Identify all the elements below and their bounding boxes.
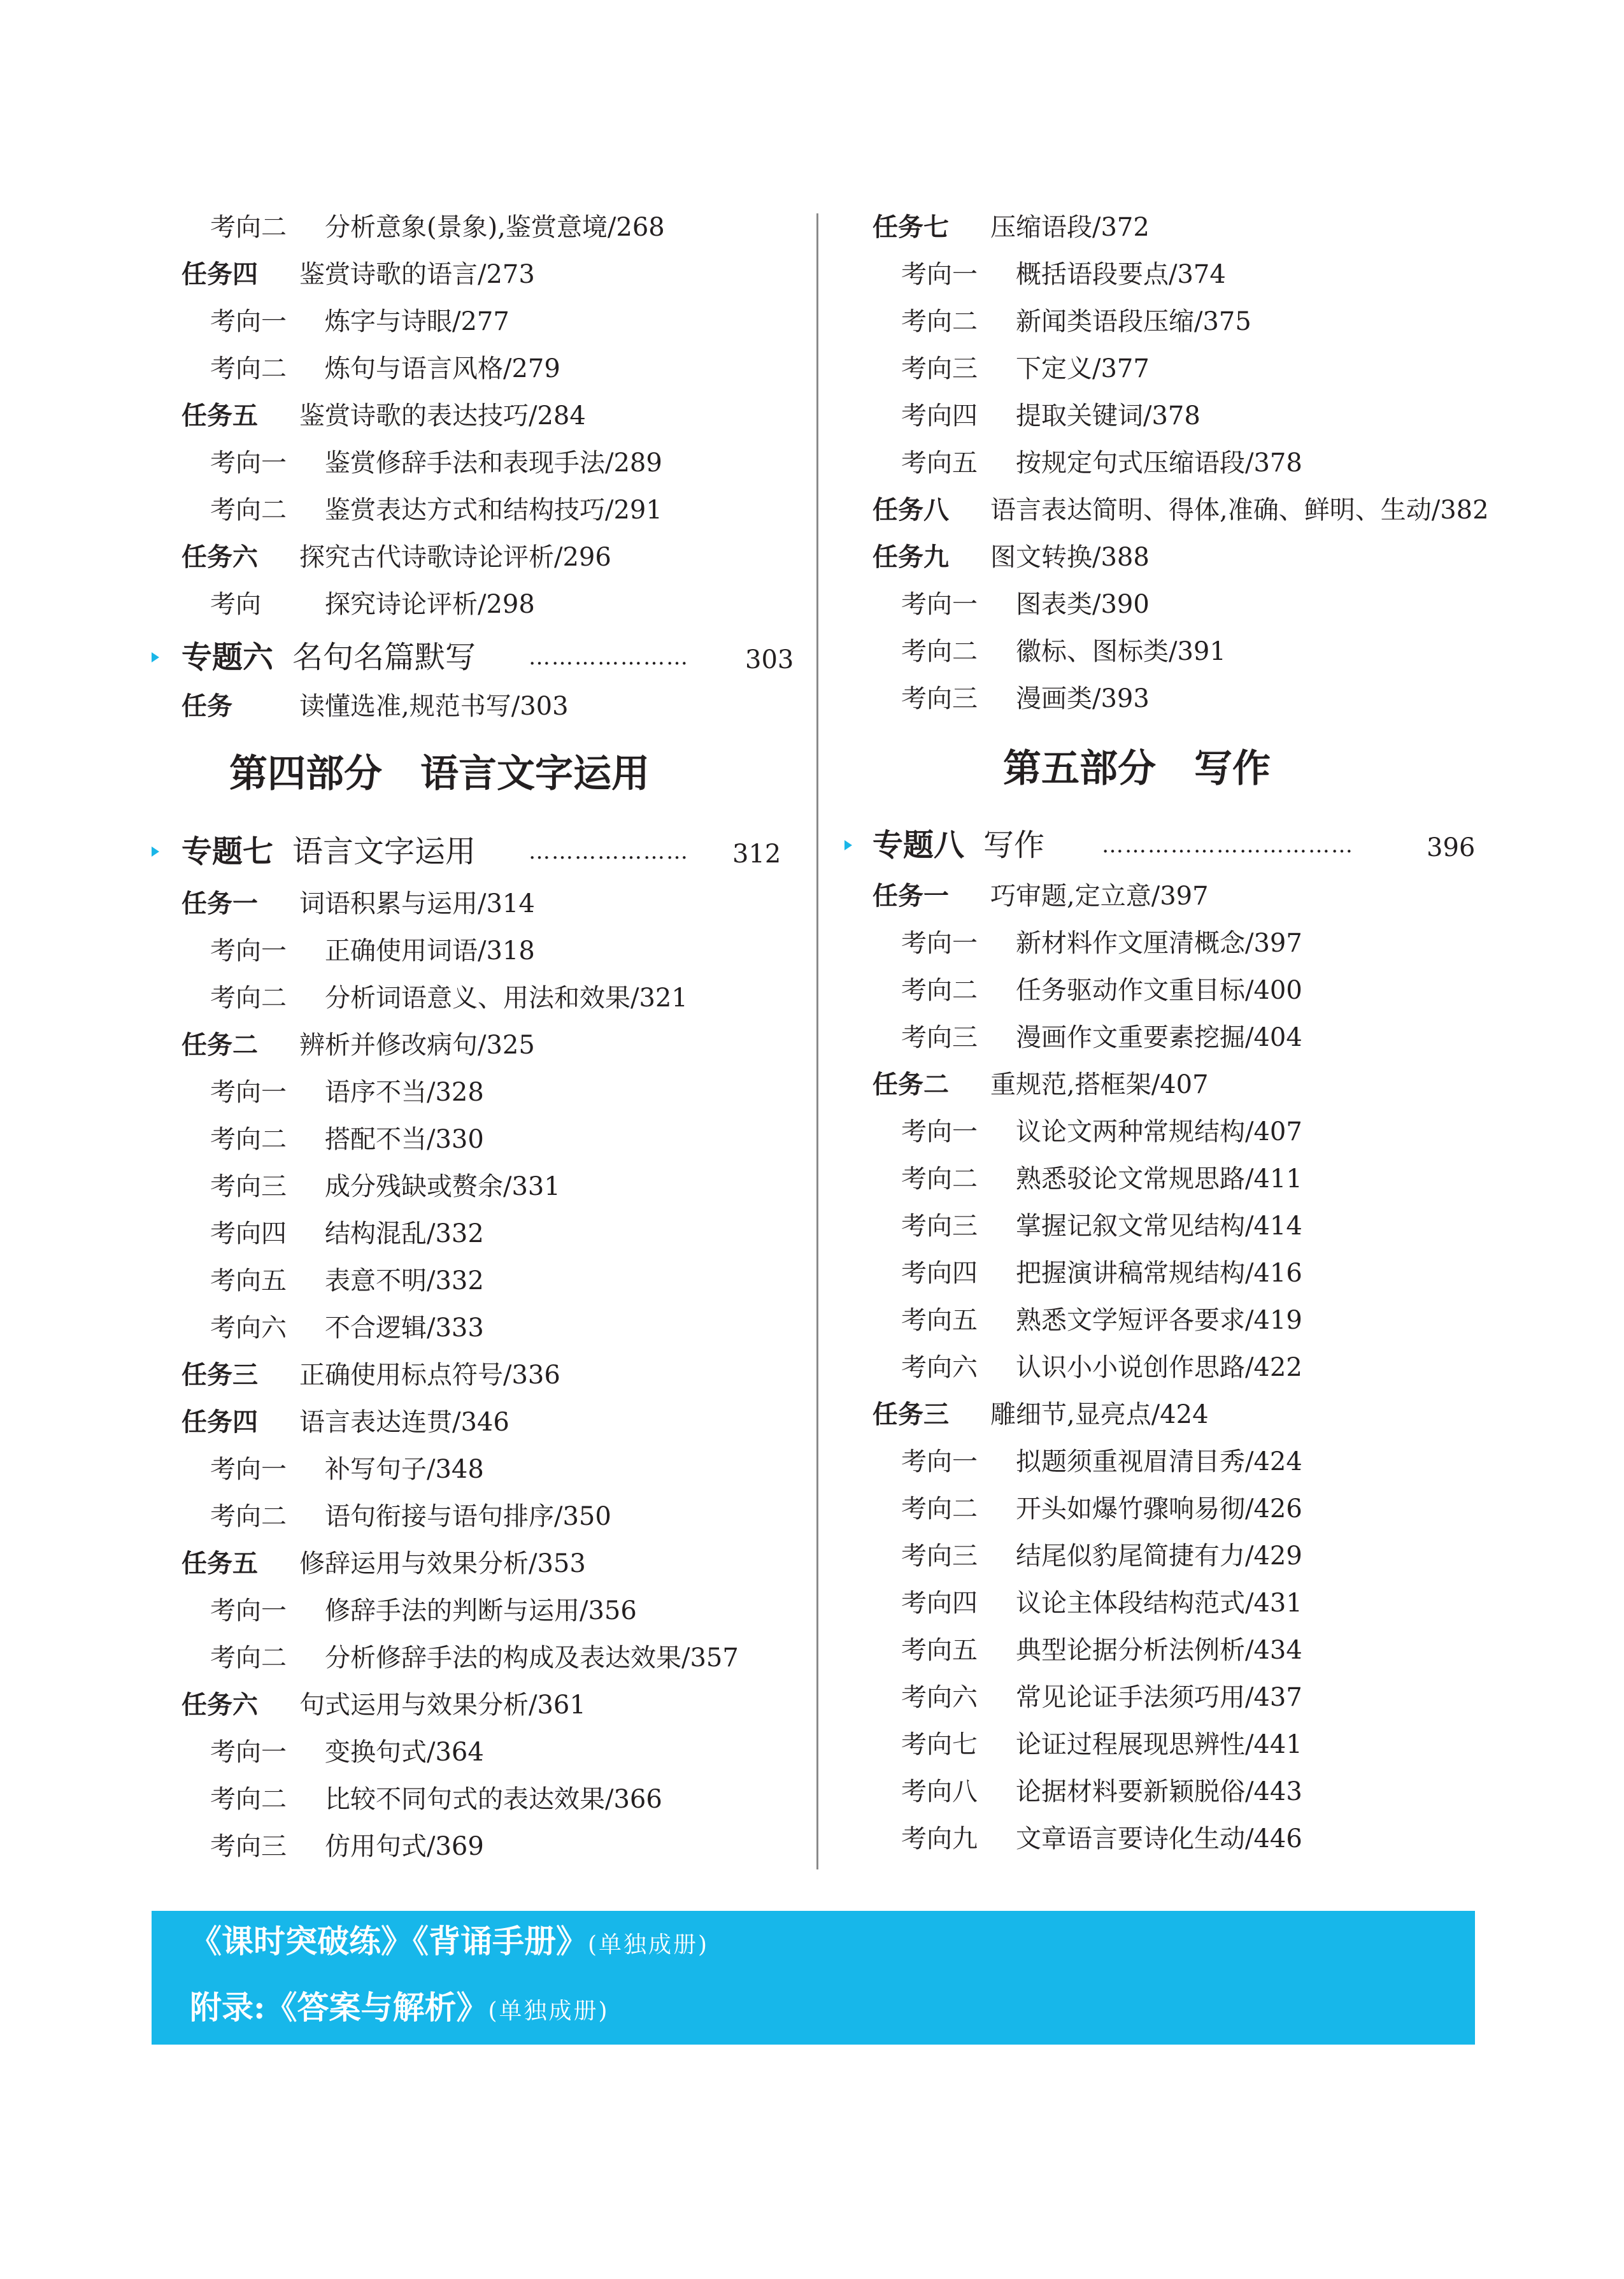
toc-task-entry: [182, 880, 535, 927]
entry-title: 论证过程展现思辨性/441: [1016, 1730, 1302, 1759]
entry-title: 修辞运用与效果分析/353: [299, 1549, 586, 1578]
toc-task-entry: [182, 1399, 509, 1446]
toc-direction-entry: [901, 1627, 1302, 1674]
toc-direction-entry: [210, 487, 662, 534]
toc-topic-entry: [182, 828, 809, 875]
footer-appendix-title: 附录:《答案与解析》: [190, 1989, 488, 2026]
entry-title: 下定义/377: [1016, 354, 1150, 383]
task-label: 任务一: [182, 889, 258, 918]
direction-label: 考向二: [210, 213, 287, 242]
direction-label: 考向二: [901, 1494, 978, 1524]
entry-title: 变换句式/364: [325, 1738, 484, 1767]
toc-task-entry: [182, 1352, 560, 1399]
direction-label: 考向一: [210, 1596, 287, 1625]
topic-marker-icon: [152, 652, 159, 662]
direction-label: 考向: [210, 590, 261, 619]
toc-direction-entry: [901, 1014, 1302, 1061]
direction-label: 考向三: [901, 684, 978, 713]
direction-label: 考向一: [901, 260, 978, 289]
entry-title: 漫画作文重要素挖掘/404: [1016, 1023, 1302, 1052]
task-label: 任务二: [182, 1031, 258, 1060]
entry-title: 典型论据分析法例析/434: [1016, 1636, 1302, 1665]
footer-appendix-note: (单独成册): [488, 1998, 609, 2024]
direction-label: 考向一: [901, 929, 978, 958]
toc-task-entry: [182, 1022, 535, 1069]
toc-direction-entry: [901, 345, 1150, 392]
entry-title: 提取关键词/378: [1016, 401, 1200, 431]
toc-direction-entry: [210, 1116, 484, 1163]
entry-title: 分析词语意义、用法和效果/321: [325, 983, 688, 1013]
entry-title: 结尾似豹尾简捷有力/429: [1016, 1541, 1302, 1571]
topic-title: 语言文字运用: [292, 834, 476, 869]
entry-title: 鉴赏表达方式和结构技巧/291: [325, 496, 662, 525]
entry-title: 补写句子/348: [325, 1455, 484, 1484]
direction-label: 考向六: [901, 1353, 978, 1382]
entry-title: 文章语言要诗化生动/446: [1016, 1824, 1302, 1854]
entry-title: 掌握记叙文常见结构/414: [1016, 1211, 1302, 1241]
direction-label: 考向八: [901, 1777, 978, 1806]
task-label: 任务二: [873, 1070, 949, 1099]
topic-marker-icon: [844, 840, 852, 850]
entry-title: 议论文两种常规结构/407: [1016, 1117, 1302, 1147]
toc-direction-entry: [210, 1163, 560, 1210]
task-label: 任务九: [873, 543, 949, 572]
direction-label: 考向一: [210, 1455, 287, 1484]
entry-title: 辨析并修改病句/325: [299, 1031, 535, 1060]
entry-title: 表意不明/332: [325, 1266, 484, 1296]
leader-dots: …………………: [529, 839, 689, 864]
footer-line-1: [190, 1916, 709, 1962]
entry-title: 炼字与诗眼/277: [325, 307, 509, 336]
task-label: 任务四: [182, 1408, 258, 1437]
entry-title: 探究古代诗歌诗论评析/296: [299, 543, 611, 572]
entry-title: 按规定句式压缩语段/378: [1016, 448, 1302, 478]
toc-direction-entry: [210, 204, 665, 251]
toc-direction-entry: [901, 628, 1226, 675]
entry-title: 读懂选准,规范书写/303: [299, 692, 569, 721]
toc-direction-entry: [901, 1297, 1302, 1344]
topic-label: 专题七: [182, 834, 274, 869]
entry-title: 修辞手法的判断与运用/356: [325, 1596, 637, 1625]
topic-page-number: 312: [732, 839, 781, 869]
direction-label: 考向五: [901, 1306, 978, 1335]
entry-title: 认识小小说创作思路/422: [1016, 1353, 1302, 1382]
toc-task-entry: [182, 534, 611, 581]
direction-label: 考向二: [901, 307, 978, 336]
entry-title: 雕细节,显亮点/424: [990, 1400, 1209, 1429]
entry-title: 鉴赏诗歌的表达技巧/284: [299, 401, 586, 431]
entry-title: 成分残缺或赘余/331: [325, 1172, 560, 1201]
entry-title: 不合逻辑/333: [325, 1313, 484, 1343]
entry-title: 探究诗论评析/298: [325, 590, 535, 619]
toc-direction-entry: [901, 1203, 1302, 1250]
task-label: 任务一: [873, 882, 949, 911]
task-label: 任务六: [182, 1690, 258, 1720]
entry-title: 仿用句式/369: [325, 1832, 484, 1861]
toc-direction-entry: [901, 1721, 1302, 1768]
toc-direction-entry: [901, 439, 1302, 487]
toc-direction-entry: [210, 1446, 484, 1493]
direction-label: 考向一: [210, 448, 287, 478]
toc-direction-entry: [210, 1257, 484, 1304]
toc-task-entry: [873, 1061, 1209, 1108]
direction-label: 考向四: [210, 1219, 287, 1248]
direction-label: 考向五: [901, 1636, 978, 1665]
toc-topic-entry: [873, 822, 1503, 869]
direction-label: 考向二: [210, 1643, 287, 1673]
toc-direction-entry: [901, 1580, 1302, 1627]
toc-direction-entry: [210, 1587, 637, 1634]
toc-direction-entry: [210, 345, 560, 392]
toc-task-entry: [182, 1682, 586, 1729]
direction-label: 考向三: [901, 1211, 978, 1241]
toc-direction-entry: [901, 1250, 1302, 1297]
entry-title: 句式运用与效果分析/361: [299, 1690, 586, 1720]
entry-title: 漫画类/393: [1016, 684, 1150, 713]
toc-direction-entry: [210, 581, 535, 628]
toc-direction-entry: [210, 975, 688, 1022]
toc-task-entry: [873, 534, 1150, 581]
direction-label: 考向一: [901, 1447, 978, 1476]
part-five-heading: 第五部分 写作: [1003, 747, 1271, 791]
direction-label: 考向五: [901, 448, 978, 478]
direction-label: 考向三: [210, 1832, 287, 1861]
toc-topic-entry: [182, 634, 822, 681]
toc-direction-entry: [210, 1729, 484, 1776]
entry-title: 开头如爆竹骤响易彻/426: [1016, 1494, 1302, 1524]
direction-label: 考向二: [901, 637, 978, 666]
entry-title: 词语积累与运用/314: [299, 889, 535, 918]
direction-label: 考向四: [901, 1259, 978, 1288]
task-label: 任务三: [182, 1361, 258, 1390]
toc-direction-entry: [210, 1210, 484, 1257]
footer-books-title: 《课时突破练》《背诵手册》: [190, 1922, 588, 1960]
column-divider: [816, 213, 818, 1869]
entry-title: 常见论证手法须巧用/437: [1016, 1683, 1302, 1712]
entry-title: 重规范,搭框架/407: [990, 1070, 1209, 1099]
entry-title: 分析意象(景象),鉴赏意境/268: [325, 213, 665, 242]
direction-label: 考向二: [210, 354, 287, 383]
toc-task-entry: [873, 873, 1209, 920]
toc-direction-entry: [901, 1532, 1302, 1580]
leader-dots: …………………: [529, 645, 689, 670]
direction-label: 考向四: [901, 401, 978, 431]
direction-label: 考向二: [210, 1125, 287, 1154]
topic-label: 专题六: [182, 639, 274, 675]
entry-title: 巧审题,定立意/397: [990, 882, 1209, 911]
toc-direction-entry: [210, 1493, 611, 1540]
entry-title: 鉴赏修辞手法和表现手法/289: [325, 448, 662, 478]
toc-task-entry: [182, 683, 569, 730]
toc-direction-entry: [901, 920, 1302, 967]
direction-label: 考向一: [901, 1117, 978, 1147]
toc-direction-entry: [210, 1776, 662, 1823]
toc-direction-entry: [210, 927, 535, 975]
toc-direction-entry: [901, 1108, 1302, 1155]
entry-title: 图表类/390: [1016, 590, 1150, 619]
entry-title: 搭配不当/330: [325, 1125, 484, 1154]
toc-direction-entry: [901, 581, 1150, 628]
direction-label: 考向一: [210, 1738, 287, 1767]
direction-label: 考向二: [901, 1164, 978, 1194]
toc-direction-entry: [901, 1438, 1302, 1485]
entry-title: 语言表达简明、得体,准确、鲜明、生动/382: [990, 496, 1489, 525]
topic-page-number: 396: [1427, 833, 1476, 862]
direction-label: 考向二: [210, 1502, 287, 1531]
direction-label: 考向三: [901, 1023, 978, 1052]
toc-direction-entry: [901, 392, 1200, 439]
toc-direction-entry: [901, 1485, 1302, 1532]
toc-task-entry: [873, 204, 1150, 251]
toc-direction-entry: [901, 1768, 1302, 1815]
entry-title: 熟悉驳论文常规思路/411: [1016, 1164, 1302, 1194]
toc-direction-entry: [901, 298, 1251, 345]
toc-direction-entry: [210, 1823, 484, 1870]
entry-title: 比较不同句式的表达效果/366: [325, 1785, 662, 1814]
entry-title: 徽标、图标类/391: [1016, 637, 1226, 666]
entry-title: 分析修辞手法的构成及表达效果/357: [325, 1643, 739, 1673]
task-label: 任务四: [182, 260, 258, 289]
direction-label: 考向一: [210, 936, 287, 966]
direction-label: 考向二: [210, 983, 287, 1013]
toc-direction-entry: [901, 1344, 1302, 1391]
direction-label: 考向四: [901, 1589, 978, 1618]
task-label: 任务八: [873, 496, 949, 525]
toc-direction-entry: [210, 1069, 484, 1116]
toc-task-entry: [182, 1540, 586, 1587]
toc-direction-entry: [901, 1155, 1302, 1203]
entry-title: 炼句与语言风格/279: [325, 354, 560, 383]
entry-title: 任务驱动作文重目标/400: [1016, 976, 1302, 1005]
direction-label: 考向六: [210, 1313, 287, 1343]
direction-label: 考向九: [901, 1824, 978, 1854]
footer-line-2: [190, 1982, 609, 2028]
part-four-heading: 第四部分 语言文字运用: [229, 752, 650, 796]
topic-title: 名句名篇默写: [292, 639, 476, 675]
toc-task-entry: [873, 1391, 1209, 1438]
entry-title: 语言表达连贯/346: [299, 1408, 509, 1437]
task-label: 任务三: [873, 1400, 949, 1429]
toc-direction-entry: [210, 1304, 484, 1352]
toc-direction-entry: [901, 1815, 1302, 1862]
toc-direction-entry: [210, 439, 662, 487]
entry-title: 新闻类语段压缩/375: [1016, 307, 1251, 336]
toc-task-entry: [182, 392, 586, 439]
toc-direction-entry: [901, 1674, 1302, 1721]
direction-label: 考向一: [210, 307, 287, 336]
entry-title: 语序不当/328: [325, 1078, 484, 1107]
entry-title: 语句衔接与语句排序/350: [325, 1502, 611, 1531]
entry-title: 把握演讲稿常规结构/416: [1016, 1259, 1302, 1288]
toc-direction-entry: [210, 298, 509, 345]
entry-title: 拟题须重视眉清目秀/424: [1016, 1447, 1302, 1476]
direction-label: 考向三: [210, 1172, 287, 1201]
topic-title: 写作: [983, 827, 1045, 863]
entry-title: 正确使用词语/318: [325, 936, 535, 966]
direction-label: 考向六: [901, 1683, 978, 1712]
entry-title: 结构混乱/332: [325, 1219, 484, 1248]
topic-marker-icon: [152, 847, 159, 857]
direction-label: 考向三: [901, 354, 978, 383]
toc-direction-entry: [901, 967, 1302, 1014]
entry-title: 正确使用标点符号/336: [299, 1361, 560, 1390]
task-label: 任务五: [182, 401, 258, 431]
toc-direction-entry: [901, 251, 1226, 298]
leader-dots: ……………………………: [1102, 832, 1354, 858]
topic-label: 专题八: [873, 827, 965, 863]
entry-title: 压缩语段/372: [990, 213, 1150, 242]
task-label: 任务七: [873, 213, 949, 242]
direction-label: 考向五: [210, 1266, 287, 1296]
toc-task-entry: [182, 251, 535, 298]
task-label: 任务五: [182, 1549, 258, 1578]
toc-direction-entry: [901, 675, 1150, 722]
entry-title: 熟悉文学短评各要求/419: [1016, 1306, 1302, 1335]
footer-band: [152, 1911, 1475, 2045]
entry-title: 图文转换/388: [990, 543, 1150, 572]
entry-title: 新材料作文厘清概念/397: [1016, 929, 1302, 958]
direction-label: 考向二: [210, 1785, 287, 1814]
task-label: 任务: [182, 692, 232, 721]
task-label: 任务六: [182, 543, 258, 572]
topic-page-number: 303: [745, 645, 794, 675]
direction-label: 考向二: [210, 496, 287, 525]
entry-title: 论据材料要新颖脱俗/443: [1016, 1777, 1302, 1806]
toc-direction-entry: [210, 1634, 739, 1682]
direction-label: 考向三: [901, 1541, 978, 1571]
entry-title: 概括语段要点/374: [1016, 260, 1226, 289]
entry-title: 鉴赏诗歌的语言/273: [299, 260, 535, 289]
entry-title: 议论主体段结构范式/431: [1016, 1589, 1302, 1618]
direction-label: 考向七: [901, 1730, 978, 1759]
toc-task-entry: [873, 487, 1489, 534]
direction-label: 考向一: [901, 590, 978, 619]
footer-books-note: (单独成册): [588, 1932, 709, 1958]
direction-label: 考向二: [901, 976, 978, 1005]
direction-label: 考向一: [210, 1078, 287, 1107]
